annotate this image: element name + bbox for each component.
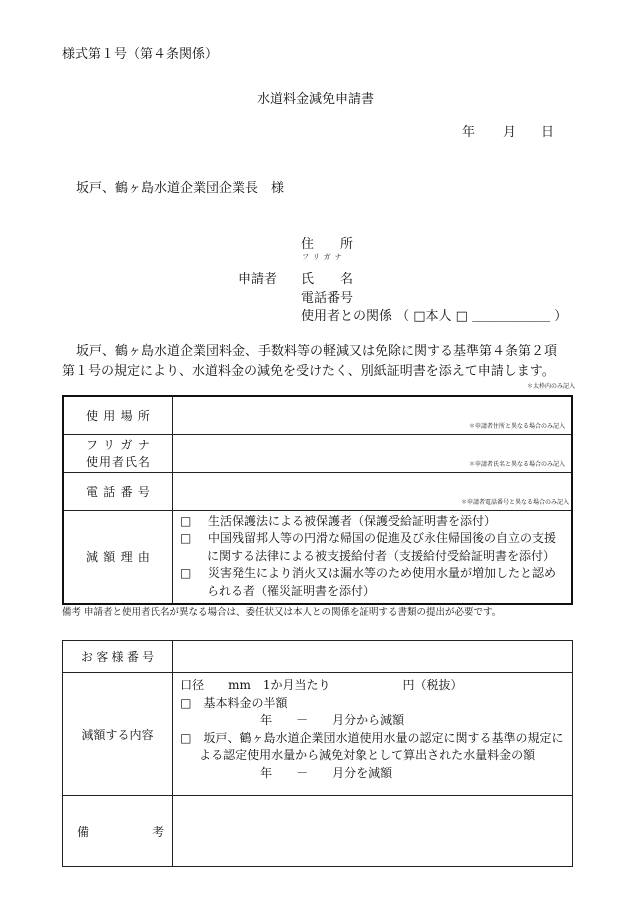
remarks-input[interactable]: [173, 796, 573, 867]
applicant-phone-label: 電話番号: [301, 291, 354, 306]
addressee: 坂戸、鶴ヶ島水道企業団企業長 様: [76, 181, 285, 196]
reduction-bore-line: 口径 mm 1か月当たり 円（税抜）: [180, 678, 463, 692]
user-name-label-cell: [63, 434, 172, 472]
location-input[interactable]: [172, 396, 572, 434]
office-table: [62, 640, 573, 867]
intro-line-1: 坂戸、鶴ヶ島水道企業団料金、手数料等の軽減又は免除に関する基準第４条第２項: [76, 344, 558, 359]
reduction-volume-period: 年 － 月分を減額: [260, 765, 393, 780]
phone-note: ＊申請者電話番号と異なる場合のみ記入: [460, 498, 569, 506]
location-label: 使用場所: [86, 408, 150, 423]
reduction-basic-period: 年 － 月分から減額: [260, 713, 405, 727]
remarks-label: 備考: [77, 824, 165, 839]
reason-option-disaster[interactable]: □ 災害発生により消火又は漏水等のため使用水量が増加したと認め: [180, 565, 571, 583]
reduction-content: [173, 673, 573, 796]
checkbox-icon[interactable]: □: [179, 531, 192, 545]
applicant-name-label: 氏 名: [301, 272, 354, 287]
reason-option-disaster-cont: られる者（罹災証明書を添付）: [206, 583, 375, 598]
frame-note: ＊太枠内のみ記入: [526, 383, 575, 390]
form-title: 水道料金減免申請書: [257, 92, 375, 107]
applicant-relation-label: 使用者との関係 （ □本人 □ ＿＿＿＿＿＿ ）: [301, 309, 568, 324]
phone-label: 電話番号: [86, 484, 150, 499]
applicant-heading: 申請者: [238, 272, 278, 287]
customer-no-label-cell: [63, 641, 173, 673]
reason-option-welfare[interactable]: □ 生活保護法による被保護者（保護受給証明書を添付）: [180, 513, 571, 531]
application-table: [62, 395, 573, 605]
reduction-option-basic[interactable]: □ 基本料金の半額: [180, 695, 288, 710]
reason-option-support[interactable]: □ 中国残留邦人等の円滑な帰国の促進及び永住帰国後の自立の支援: [180, 530, 571, 548]
location-label-cell: [63, 396, 172, 434]
intro-line-2: 第１号の規定により、水道料金の減免を受けたく、別紙証明書を添えて申請します。: [62, 364, 555, 379]
user-name-furigana-label: フリガナ: [86, 438, 150, 452]
customer-no-label: お客様番号: [81, 650, 155, 664]
user-name-label: 使用者氏名: [86, 455, 150, 469]
date-day: 日: [541, 125, 555, 140]
checkbox-icon[interactable]: □: [179, 513, 192, 528]
location-note: ＊申請者住所と異なる場合のみ記入: [468, 422, 565, 430]
date-year: 年: [462, 125, 476, 140]
reduction-option-volume[interactable]: □ 坂戸、鶴ヶ島水道企業団水道使用水量の認定に関する基準の規定に: [180, 730, 564, 745]
date-month: 月: [503, 125, 517, 140]
phone-input[interactable]: [172, 472, 572, 510]
form-number: 様式第１号（第４条関係）: [62, 47, 219, 62]
remark-note: 備考 申請者と使用者氏名が異なる場合は、委任状又は本人との関係を証明する書類の提出が必要です。: [62, 607, 502, 618]
reason-label: 減額理由: [86, 550, 150, 565]
applicant-furigana-label: フリガナ: [302, 253, 346, 261]
user-name-note: ＊申請者氏名と異なる場合のみ記入: [468, 460, 565, 468]
applicant-address-label: 住 所: [301, 237, 354, 252]
reduction-label-cell: [63, 673, 173, 796]
user-name-input[interactable]: [172, 434, 572, 472]
reason-option-support-cont: に関する法律による被支援給付者（支援給付受給証明書を添付）: [206, 548, 555, 563]
checkbox-icon[interactable]: □: [179, 566, 192, 580]
reason-options: [172, 510, 572, 604]
reduction-label: 減額する内容: [81, 727, 154, 742]
phone-label-cell: [63, 472, 172, 510]
remarks-label-cell: [63, 796, 173, 867]
customer-no-input[interactable]: [173, 641, 573, 673]
reduction-volume-cont: よる認定使用水量から減免対象として算出された水量料金の額: [199, 748, 536, 762]
reason-label-cell: [63, 510, 172, 604]
